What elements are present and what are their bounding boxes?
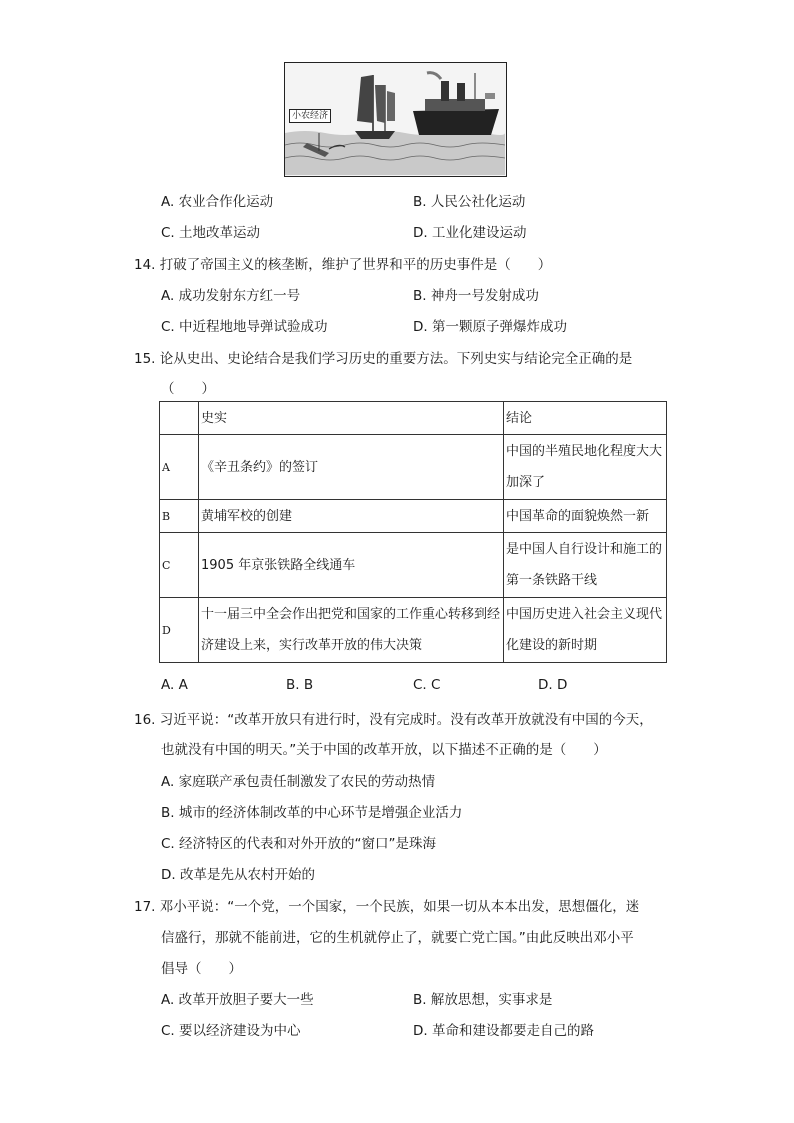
table-header-row <box>160 402 667 435</box>
q17-stem-line3: 倡导（ ） <box>161 961 242 977</box>
q13-option-d[interactable] <box>413 221 526 241</box>
option-letter: A. <box>161 992 175 1008</box>
row-conclusion: 中国历史进入社会主义现代化建设的新时期 <box>504 598 667 663</box>
option-letter: D. <box>538 677 553 693</box>
option-letter: B. <box>161 805 175 821</box>
question-text: 习近平说：“改革开放只有进行时，没有完成时。没有改革开放就没有中国的今天， <box>159 712 653 728</box>
option-letter: C. <box>161 225 175 241</box>
q13-option-a[interactable] <box>161 190 273 210</box>
table-header-cell: 结论 <box>504 402 667 435</box>
option-text: 神舟一号发射成功 <box>430 288 539 304</box>
q15-answer-paren: （ ） <box>161 381 215 397</box>
q15-table <box>159 401 667 663</box>
q17-option-c[interactable] <box>161 1019 301 1039</box>
q13-option-c[interactable] <box>161 221 260 241</box>
option-letter: C. <box>161 319 175 335</box>
table-header-cell: 史实 <box>199 402 504 435</box>
option-text: B <box>303 677 314 693</box>
option-text: C <box>431 677 441 693</box>
option-text: 改革开放胆子要大一些 <box>178 992 314 1008</box>
option-text: 人民公社化运动 <box>430 194 526 210</box>
option-text: 农业合作化运动 <box>178 194 274 210</box>
row-letter: C <box>160 533 199 598</box>
option-letter: A. <box>161 774 175 790</box>
question-number: 15. <box>134 351 156 367</box>
row-fact: 黄埔军校的创建 <box>199 500 504 533</box>
option-text: 城市的经济体制改革的中心环节是增强企业活力 <box>178 805 463 821</box>
option-letter: B. <box>413 288 427 304</box>
question-text: 打破了帝国主义的核垄断，维护了世界和平的历史事件是（ ） <box>159 257 552 273</box>
option-letter: B. <box>413 194 427 210</box>
option-letter: A. <box>161 288 175 304</box>
question-number: 16. <box>134 712 156 728</box>
q16-option-c[interactable] <box>161 832 436 852</box>
q16-stem-line2: 也就没有中国的明天。”关于中国的改革开放，以下描述不正确的是（ ） <box>161 742 607 758</box>
table-header-cell <box>160 402 199 435</box>
option-text: 土地改革运动 <box>179 225 261 241</box>
option-text: 家庭联产承包责任制激发了农民的劳动热情 <box>178 774 436 790</box>
option-letter: C. <box>161 836 175 852</box>
q14-option-a[interactable] <box>161 284 300 304</box>
option-letter: D. <box>413 225 428 241</box>
question-number: 14. <box>134 257 156 273</box>
q13-option-b[interactable] <box>413 190 525 210</box>
row-conclusion: 中国的半殖民地化程度大大加深了 <box>504 435 667 500</box>
row-fact: 《辛丑条约》的签订 <box>199 435 504 500</box>
option-letter: A. <box>161 194 175 210</box>
option-letter: D. <box>413 319 428 335</box>
row-fact: 十一届三中全会作出把党和国家的工作重心转移到经济建设上来，实行改革开放的伟大决策 <box>199 598 504 663</box>
q17-stem-line1 <box>134 895 639 915</box>
row-letter: A <box>160 435 199 500</box>
q14-option-c[interactable] <box>161 315 328 335</box>
q17-option-d[interactable] <box>413 1019 594 1039</box>
cartoon-figure <box>284 62 507 177</box>
option-text: 改革是先从农村开始的 <box>179 867 315 883</box>
question-text: 论从史出、史论结合是我们学习历史的重要方法。下列史实与结论完全正确的是 <box>159 351 633 367</box>
q17-option-b[interactable] <box>413 988 552 1008</box>
q15-stem <box>134 347 632 367</box>
q14-stem <box>134 253 551 273</box>
q14-option-d[interactable] <box>413 315 567 335</box>
table-row <box>160 435 667 500</box>
option-text: 中近程地地导弹试验成功 <box>179 319 328 335</box>
q15-option-d[interactable] <box>538 677 567 693</box>
question-text: 邓小平说：“一个党，一个国家，一个民族，如果一切从本本出发，思想僵化，迷 <box>159 899 640 915</box>
q15-option-c[interactable] <box>413 677 440 693</box>
option-letter: C. <box>161 1023 175 1039</box>
option-text: 成功发射东方红一号 <box>178 288 301 304</box>
q17-option-a[interactable] <box>161 988 314 1008</box>
question-number: 17. <box>134 899 156 915</box>
option-text: 解放思想，实事求是 <box>430 992 553 1008</box>
q16-option-b[interactable] <box>161 801 462 821</box>
option-text: 要以经济建设为中心 <box>179 1023 301 1039</box>
figure-label: 小农经济 <box>289 109 331 123</box>
option-text: A <box>178 677 188 693</box>
q16-stem-line1 <box>134 708 653 728</box>
option-letter: B. <box>413 992 427 1008</box>
option-text: 工业化建设运动 <box>431 225 527 241</box>
q14-option-b[interactable] <box>413 284 539 304</box>
table-row <box>160 533 667 598</box>
option-text: D <box>556 677 568 693</box>
option-text: 第一颗原子弹爆炸成功 <box>431 319 567 335</box>
q16-option-a[interactable] <box>161 770 435 790</box>
option-text: 革命和建设都要走自己的路 <box>431 1023 594 1039</box>
table-row <box>160 500 667 533</box>
q16-option-d[interactable] <box>161 863 315 883</box>
row-letter: B <box>160 500 199 533</box>
option-letter: A. <box>161 677 175 693</box>
option-text: 经济特区的代表和对外开放的“窗口”是珠海 <box>179 836 437 852</box>
row-conclusion: 是中国人自行设计和施工的第一条铁路干线 <box>504 533 667 598</box>
option-letter: D. <box>161 867 176 883</box>
q17-stem-line2: 信盛行，那就不能前进，它的生机就停止了，就要亡党亡国。”由此反映出邓小平 <box>161 930 634 946</box>
table-row <box>160 598 667 663</box>
option-letter: B. <box>286 677 300 693</box>
option-letter: C. <box>413 677 427 693</box>
q15-option-a[interactable] <box>161 677 188 693</box>
row-letter: D <box>160 598 199 663</box>
row-conclusion: 中国革命的面貌焕然一新 <box>504 500 667 533</box>
option-letter: D. <box>413 1023 428 1039</box>
row-fact: 1905 年京张铁路全线通车 <box>199 533 504 598</box>
q15-option-b[interactable] <box>286 677 313 693</box>
